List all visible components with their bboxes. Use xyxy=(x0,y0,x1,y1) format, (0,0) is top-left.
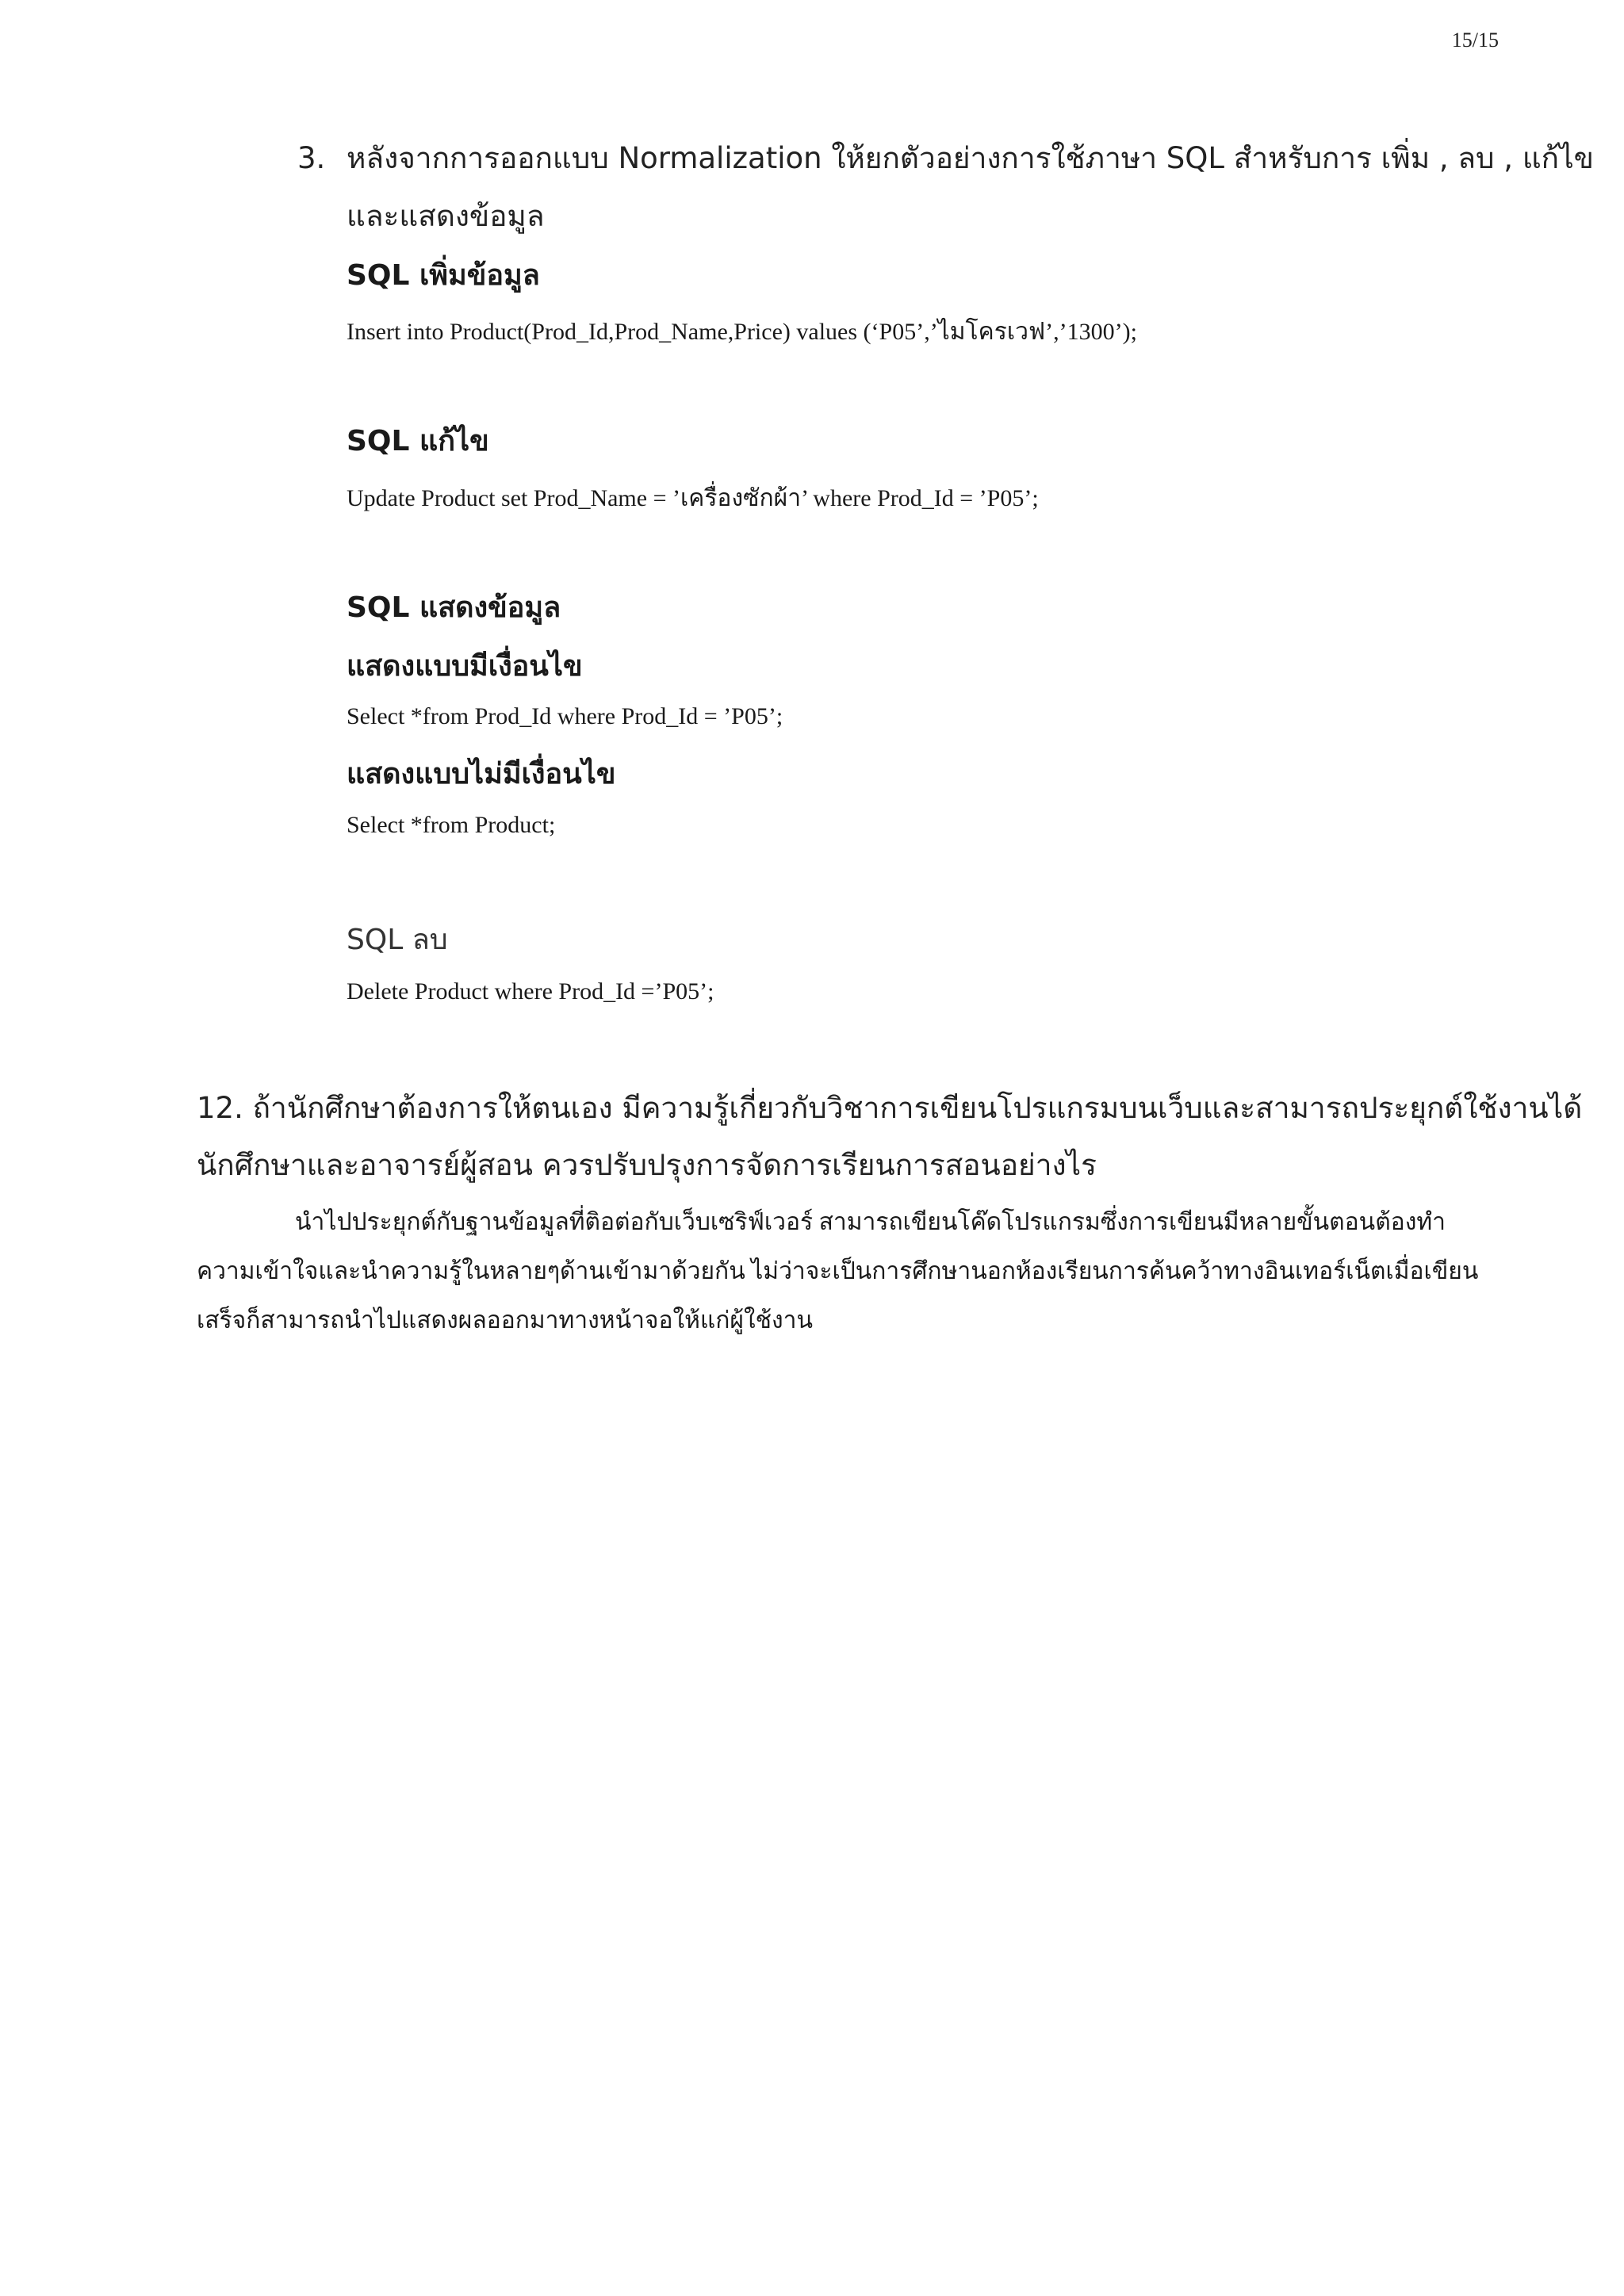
answer-line-2: ความเข้าใจและนำความรู้ในหลายๆด้านเข้ามาด้วยกัน ไม่ว่าจะเป็นการศึกษานอกห้องเรียนการค้นคว้าทางอินเทอร์เน็ตเมื่อเขียน xyxy=(197,1258,1479,1284)
select-with-condition-heading: แสดงแบบมีเงื่อนไข xyxy=(347,650,583,683)
answer-line-3: เสร็จก็สามารถนำไปแสดงผลออกมาทางหน้าจอให้แก่ผู้ใช้งาน xyxy=(197,1307,814,1334)
sql-delete-code: Delete Product where Prod_Id =’P05’; xyxy=(347,978,714,1004)
select-without-condition-code: Select *from Product; xyxy=(347,812,556,838)
question-12-line-2: นักศึกษาและอาจารย์ผู้สอน ควรปรับปรุงการจัดการเรียนการสอนอย่างไร xyxy=(197,1148,1097,1182)
question-3-number: 3. xyxy=(297,141,326,175)
question-3-line-1 xyxy=(297,135,1594,182)
sql-insert-code: Insert into Product(Prod_Id,Prod_Name,Price) values (‘P05’,’ไมโครเวฟ’,’1300’); xyxy=(347,319,1137,345)
select-with-condition-code: Select *from Prod_Id where Prod_Id = ’P05’; xyxy=(347,703,783,729)
sql-update-code: Update Product set Prod_Name = ’เครื่องซักผ้า’ where Prod_Id = ’P05’; xyxy=(347,485,1039,511)
sql-update-heading: SQL แก้ไข xyxy=(347,425,489,457)
answer-line-1: นำไปประยุกต์กับฐานข้อมูลที่ติอต่อกับเว็บเซริฟ์เวอร์ สามารถเขียนโค๊ดโปรแกรมซึ่งการเขียนมีหลายขั้นตอนต้องทำ xyxy=(295,1209,1446,1235)
sql-select-heading: SQL แสดงข้อมูล xyxy=(347,591,561,624)
select-without-condition-heading: แสดงแบบไม่มีเงื่อนไข xyxy=(347,758,616,790)
question-12-line-1: 12. ถ้านักศึกษาต้องการให้ตนเอง มีความรู้เกี่ยวกับวิชาการเขียนโปรแกรมบนเว็บและสามารถประยุกต์ใช้งานได้ xyxy=(197,1091,1583,1125)
page-number: 15/15 xyxy=(1451,29,1499,52)
question-3-text-line-1: หลังจากการออกแบบ Normalization ให้ยกตัวอย่างการใช้ภาษา SQL สำหรับการ เพิ่ม , ลบ , แก้ไข xyxy=(347,141,1594,175)
question-3-text-line-2: และแสดงข้อมูล xyxy=(347,199,545,233)
sql-delete-heading: SQL ลบ xyxy=(347,924,448,956)
sql-insert-heading: SQL เพิ่มข้อมูล xyxy=(347,259,540,292)
